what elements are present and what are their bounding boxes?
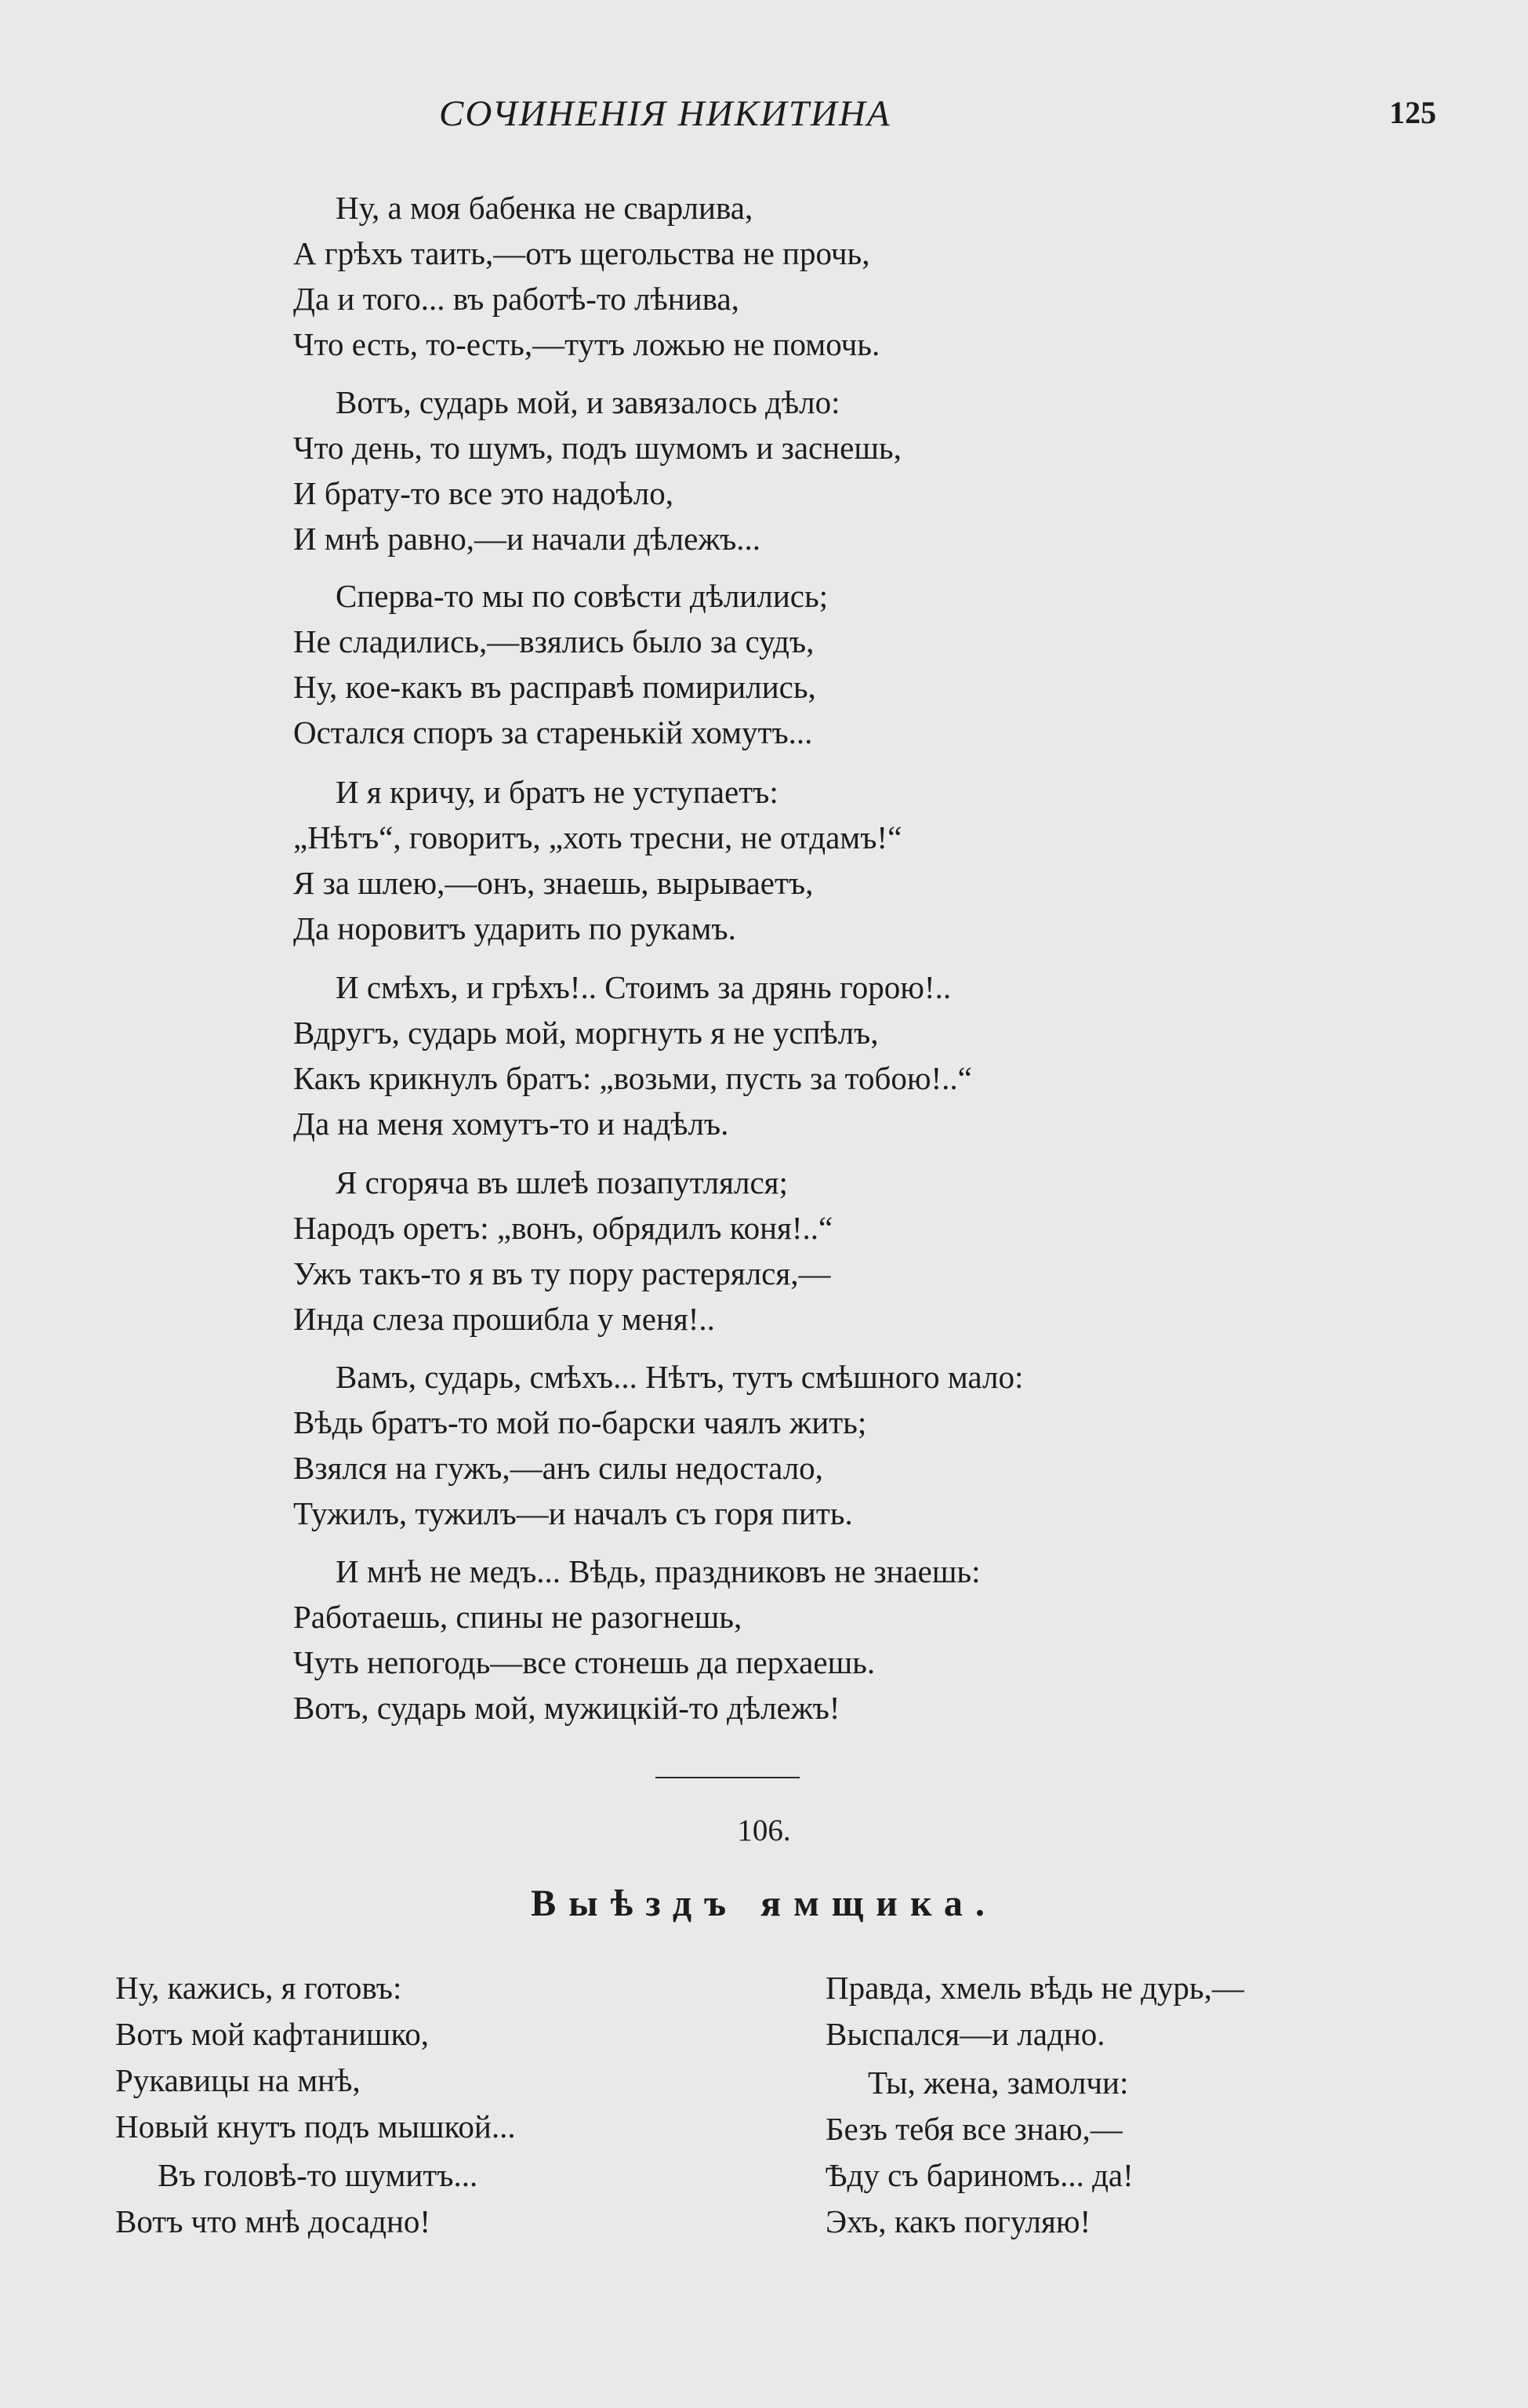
poem-title: Выѣздъ ямщика. (531, 1883, 997, 1924)
verse-line: Что есть, то-есть,—тутъ ложью не помочь. (293, 326, 880, 362)
stanza (293, 380, 902, 561)
verse-line: И мнѣ равно,—и начали дѣлежъ... (293, 521, 761, 557)
verse-line: А грѣхъ таить,—отъ щегольства не прочь, (293, 235, 870, 271)
verse-line: „Нѣтъ“, говоритъ, „хоть тресни, не отдамъ!“ (293, 819, 902, 855)
verse-line: Сперва-то мы по совѣсти дѣлились; (336, 578, 829, 614)
verse-line: И брату-то все это надоѣло, (293, 475, 673, 511)
verse-line: Я за шлею,—онъ, знаешь, вырываетъ, (293, 865, 814, 901)
verse-line: Безъ тебя все знаю,— (826, 2111, 1123, 2147)
verse-line: Да на меня хомутъ-то и надѣлъ. (293, 1106, 729, 1142)
verse-line: Выспался—и ладно. (826, 2016, 1105, 2052)
stanza (293, 1549, 981, 1731)
verse-line: Ну, кажись, я готовъ: (115, 1970, 402, 2006)
verse-line: Ужъ такъ-то я въ ту пору растерялся,— (293, 1255, 831, 1291)
verse-line: Что день, то шумъ, подъ шумомъ и заснешь, (293, 430, 902, 466)
stanza (115, 1965, 516, 2150)
verse-line: Инда слеза прошибла у меня!.. (293, 1301, 715, 1337)
verse-line: Новый кнутъ подъ мышкой... (115, 2108, 516, 2145)
verse-line: Ну, кое-какъ въ расправѣ помирились, (293, 669, 816, 705)
verse-line: Въ головѣ-то шумитъ... (158, 2157, 478, 2193)
stanza (115, 2152, 516, 2245)
verse-line: Правда, хмель вѣдь не дурь,— (826, 1970, 1244, 2006)
verse-line: Чуть непогодь—все стонешь да перхаешь. (293, 1644, 876, 1680)
verse-line: Вотъ, сударь мой, и завязалось дѣло: (336, 384, 840, 420)
verse-line: Эхъ, какъ погуляю! (826, 2203, 1091, 2239)
verse-line: Вѣдь братъ-то мой по-барски чаялъ жить; (293, 1404, 867, 1440)
verse-line: Народъ оретъ: „вонъ, обрядилъ коня!..“ (293, 1210, 833, 1246)
verse-line: Остался споръ за старенькій хомутъ... (293, 714, 813, 750)
running-head: СОЧИНЕНІЯ НИКИТИНА (439, 93, 891, 134)
stanza (293, 573, 828, 755)
section-divider (655, 1777, 800, 1778)
verse-line: Не сладились,—взялись было за судъ, (293, 623, 815, 659)
page-number: 125 (1389, 95, 1436, 130)
verse-line: Вотъ мой кафтанишко, (115, 2016, 430, 2052)
stanza (293, 964, 972, 1146)
stanza (293, 769, 902, 951)
verse-line: Да и того... въ работѣ-то лѣнива, (293, 281, 739, 317)
verse-line: И смѣхъ, и грѣхъ!.. Стоимъ за дрянь горою!.. (336, 969, 952, 1005)
verse-line: Какъ крикнулъ братъ: „возьми, пусть за тобою!..“ (293, 1060, 972, 1096)
stanza (293, 1160, 833, 1342)
verse-line: Вотъ что мнѣ досадно! (115, 2203, 431, 2239)
verse-line: И я кричу, и братъ не уступаетъ: (336, 774, 779, 810)
stanza (293, 1354, 1023, 1536)
stanza (293, 185, 880, 367)
verse-line: Я сгоряча въ шлеѣ позапутлялся; (336, 1164, 788, 1200)
verse-line: Работаешь, спины не разогнешь, (293, 1599, 742, 1635)
poem-number: 106. (737, 1814, 791, 1847)
verse-line: Ѣду съ бариномъ... да! (826, 2157, 1134, 2193)
verse-line: Вотъ, сударь мой, мужицкій-то дѣлежъ! (293, 1690, 840, 1726)
stanza (826, 1965, 1244, 2058)
verse-line: Взялся на гужъ,—анъ силы недостало, (293, 1450, 823, 1486)
verse-line: Рукавицы на мнѣ, (115, 2062, 361, 2098)
poem-left-column (115, 1965, 516, 2247)
verse-line: И мнѣ не медъ... Вѣдь, праздниковъ не знаешь: (336, 1553, 981, 1589)
verse-line: Ну, а моя бабенка не сварлива, (336, 190, 753, 226)
verse-line: Ты, жена, замолчи: (868, 2065, 1129, 2101)
verse-line: Вдругъ, сударь мой, моргнуть я не успѣлъ, (293, 1015, 879, 1051)
verse-line: Вамъ, сударь, смѣхъ... Нѣтъ, тутъ смѣшного мало: (336, 1359, 1024, 1395)
stanza (826, 2060, 1244, 2245)
poem-right-column (826, 1965, 1244, 2247)
verse-line: Да норовитъ ударить по рукамъ. (293, 910, 736, 946)
verse-line: Тужилъ, тужилъ—и началъ съ горя пить. (293, 1495, 853, 1531)
